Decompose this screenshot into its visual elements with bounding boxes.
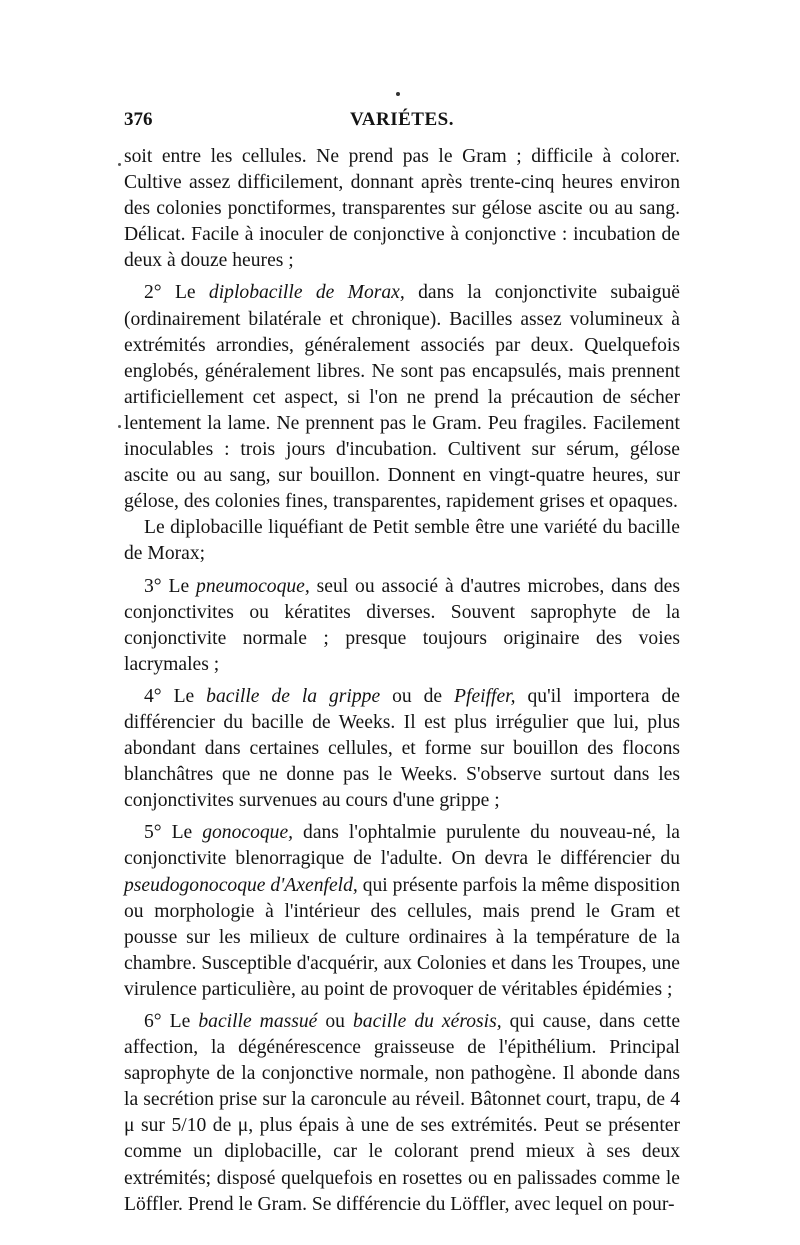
item-number: 4° xyxy=(144,685,162,707)
paragraph-pneumocoque: 3° Le pneumocoque, seul ou associé à d'autres microbes, dans des conjonctivites ou kératites diverses. Souvent saprophyte de la conjonctivite normale ; presque toujours originaire des voies lacrymales ; xyxy=(124,575,680,675)
paragraph-gonocoque: 5° Le gonocoque, dans l'ophtalmie purulente du nouveau-né, la conjonctivite blenorragique de l'adulte. On devra le différencier du pseudogonocoque d'Axenfeld, qui présente parfois la même disposition ou morphologie à l'intérieur des cellules, mais prend le Gram et pousse sur les milieux de culture ordinaires à la température de la chambre. Susceptible d'acquérir, aux Colonies et dans les Troupes, une virulence particulière, au point de provoquer de véritables épidémies ; xyxy=(124,822,680,1000)
item-number: 5° xyxy=(144,822,162,844)
paragraph-continuation: soit entre les cellules. Ne prend pas le Gram ; difficile à colorer. Cultive assez difficilement, donnant après trente-cinq heures environ des colonies ponctiformes, transparentes sur gélose ascite ou au sang. Délicat. Facile à inoculer de conjonctive à conjonctive : incubation de deux à douze heures ; xyxy=(124,146,680,272)
ink-speck xyxy=(396,92,400,96)
page-header xyxy=(124,109,680,139)
organism-name: bacille massué xyxy=(198,1011,318,1032)
organism-name: pneumocoque, xyxy=(196,575,310,597)
paragraph-petit: Le diplobacille liquéfiant de Petit semble être une variété du bacille de Morax; xyxy=(124,517,680,565)
item-number: 6° xyxy=(144,1011,162,1032)
ink-speck xyxy=(118,163,121,166)
organism-name: bacille de la grippe xyxy=(206,685,381,707)
running-title: VARIÉTES. xyxy=(350,109,454,130)
body-text xyxy=(124,144,680,1218)
item-number: 2° xyxy=(144,282,162,304)
paragraph-diplobacille: 2° Le diplobacille de Morax, dans la conjonctivite subaiguë (ordinairement bilatérale et chronique). Bacilles assez volumineux à extrémités arrondies, généralement associés par deux. Quelquefois englobés, généralement libres. Ne sont pas encapsulés, mais prennent artificiellement cet aspect, si l'on ne prend la précaution de sécher lentement la lame. Ne prennent pas le Gram. Peu fragiles. Facilement inoculables : trois jours d'incubation. Cultivent sur sérum, gélose ascite ou au sang, sur bouillon. Donnent en vingt-quatre heures, sur gélose, des colonies fines, transparentes, rapidement grises et opaques. xyxy=(124,282,680,513)
organism-name: pseudogonocoque d'Axenfeld, xyxy=(124,874,358,896)
item-number: 3° xyxy=(144,575,162,597)
organism-name: Pfeiffer, xyxy=(454,685,516,707)
organism-name: diplobacille de Morax, xyxy=(208,282,405,304)
paragraph-grippe: 4° Le bacille de la grippe ou de Pfeiffer, qu'il importera de différencier du bacille de Weeks. Il est plus irrégulier que lui, plus abondant dans certaines cellules, et forme sur bouillon des flocons blanchâtres que ne donne pas le Weeks. S'observe surtout dans les conjonctivites survenues au cours d'une grippe ; xyxy=(124,685,680,812)
organism-name: gonocoque, xyxy=(202,822,294,844)
paragraph-xerosis: 6° Le bacille massué ou bacille du xérosis, qui cause, dans cette affection, la dégénérescence graisseuse de l'épithélium. Principal saprophyte de la conjonctive normale, non pathogène. Il abonde dans la secrétion prise sur la caroncule au réveil. Bâtonnet court, trapu, de 4 μ sur 5/10 de μ, plus épais à une de ses extrémités. Peut se présenter comme un diplobacille, car le colorant prend mieux à ses deux extrémités; disposé quelquefois en rosettes ou en palissades comme le Löffler. Prend le Gram. Se différencie du Löffler, avec lequel on pour- xyxy=(124,1011,681,1215)
page-number: 376 xyxy=(124,109,153,130)
organism-name: bacille du xérosis, xyxy=(353,1011,502,1032)
ink-speck xyxy=(118,425,121,428)
